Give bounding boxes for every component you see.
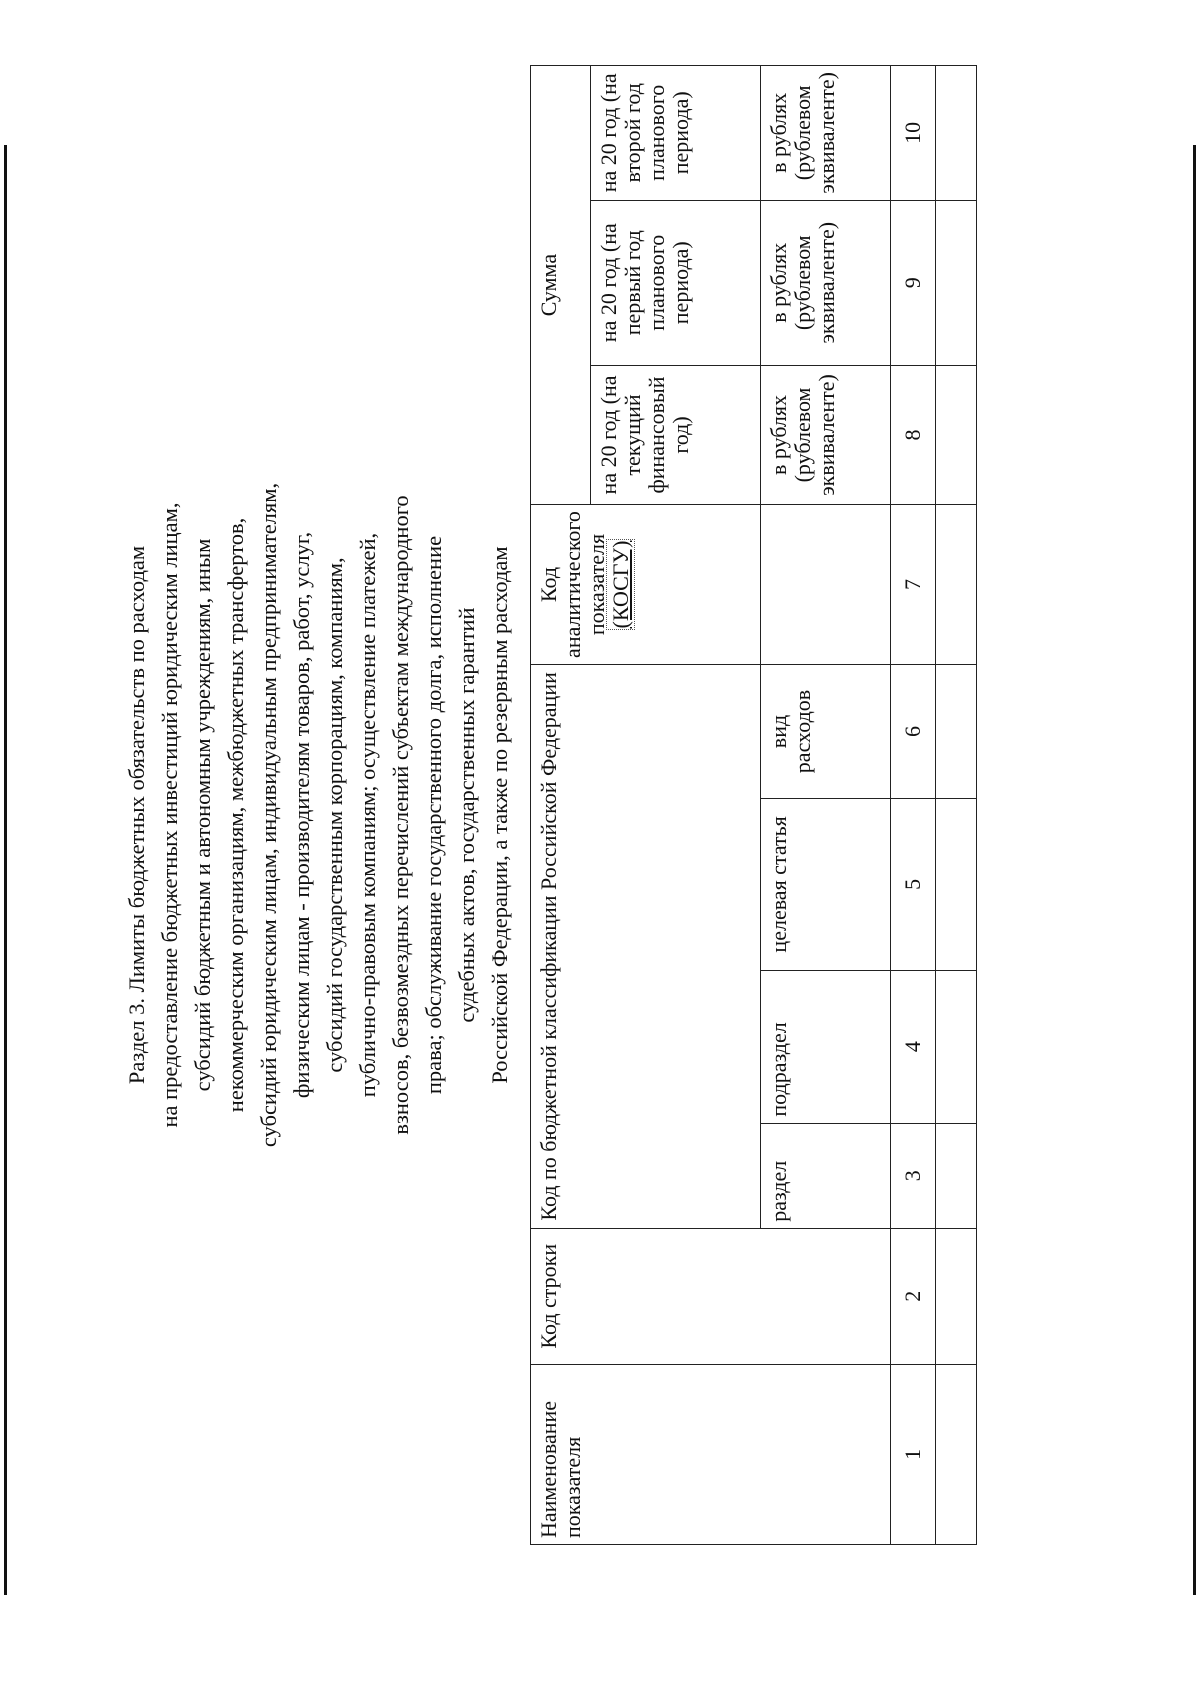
title-line: физическим лицам - производителям товаров, работ, услуг,	[289, 531, 314, 1099]
title-line: субсидий бюджетным и автономным учреждениям, иным	[190, 538, 215, 1092]
section-title	[120, 175, 516, 1455]
header-rub-2: в рублях (рублевом эквиваленте)	[761, 200, 891, 365]
title-line: некоммерческим организациям, межбюджетных трансфертов,	[223, 517, 248, 1113]
analytic-code-label: Код аналитического показателя	[536, 511, 609, 658]
table-cell[interactable]	[936, 970, 977, 1123]
column-number-row	[891, 66, 936, 1545]
col-number: 7	[891, 505, 936, 665]
col-number: 9	[891, 200, 936, 365]
header-row-code: Код строки	[531, 1228, 891, 1364]
col-number: 5	[891, 799, 936, 971]
table-cell[interactable]	[936, 1364, 977, 1544]
header-year-first-plan: на 20 год (на первый год планового периода)	[591, 200, 761, 365]
table-cell[interactable]	[936, 505, 977, 665]
table-cell[interactable]	[936, 664, 977, 798]
title-line: субсидий юридическим лицам, индивидуальным предпринимателям,	[256, 482, 281, 1148]
header-expense-type: вид расходов	[761, 664, 891, 798]
header-year-current: на 20 год (на текущий финансовый год)	[591, 365, 761, 504]
title-line: субсидий государственным корпорациям, компаниям,	[322, 557, 347, 1073]
title-line: публично-правовым компаниям; осуществление платежей,	[355, 532, 380, 1098]
col-number: 6	[891, 664, 936, 798]
limits-table	[530, 65, 977, 1545]
col-number: 10	[891, 66, 936, 201]
header-analytic-code	[531, 505, 761, 665]
title-line: на предоставление бюджетных инвестиций юридическим лицам,	[157, 502, 182, 1128]
col-number: 1	[891, 1364, 936, 1544]
table-cell[interactable]	[936, 66, 977, 201]
table-cell[interactable]	[936, 365, 977, 504]
col-number: 4	[891, 970, 936, 1123]
header-sum: Сумма	[531, 66, 591, 505]
title-line: права; обслуживание государственного долга, исполнение	[421, 535, 446, 1095]
header-target-article: целевая статья	[761, 799, 891, 971]
title-line: Российской Федерации, а также по резервным расходам	[487, 546, 512, 1084]
title-line: взносов, безвозмездных перечислений субъектам международного	[388, 495, 413, 1135]
left-border-line	[4, 145, 7, 1595]
table-cell[interactable]	[936, 1228, 977, 1364]
header-budget-classification: Код по бюджетной классификации Российской Федерации	[531, 664, 761, 1228]
header-podrazdel: подраздел	[761, 970, 891, 1123]
header-rub-1: в рублях (рублевом эквиваленте)	[761, 365, 891, 504]
table-cell[interactable]	[936, 1123, 977, 1228]
header-razdel: раздел	[761, 1123, 891, 1228]
col-number: 2	[891, 1228, 936, 1364]
rotated-page-content	[20, 65, 1140, 1565]
header-rub-3: в рублях (рублевом эквиваленте)	[761, 66, 891, 201]
table-row	[936, 66, 977, 1545]
header-analytic-blank	[761, 505, 891, 665]
col-number: 8	[891, 365, 936, 504]
table-cell[interactable]	[936, 200, 977, 365]
kosgu-link[interactable]: (КОСГУ)	[608, 540, 633, 629]
title-line: судебных актов, государственных гарантий	[454, 607, 479, 1023]
col-number: 3	[891, 1123, 936, 1228]
title-line: Раздел 3. Лимиты бюджетных обязательств по расходам	[124, 545, 149, 1085]
header-year-second-plan: на 20 год (на второй год планового периода)	[591, 66, 761, 201]
header-indicator-name: Наименование показателя	[531, 1364, 891, 1544]
table-cell[interactable]	[936, 799, 977, 971]
right-border-line	[1193, 145, 1196, 1595]
